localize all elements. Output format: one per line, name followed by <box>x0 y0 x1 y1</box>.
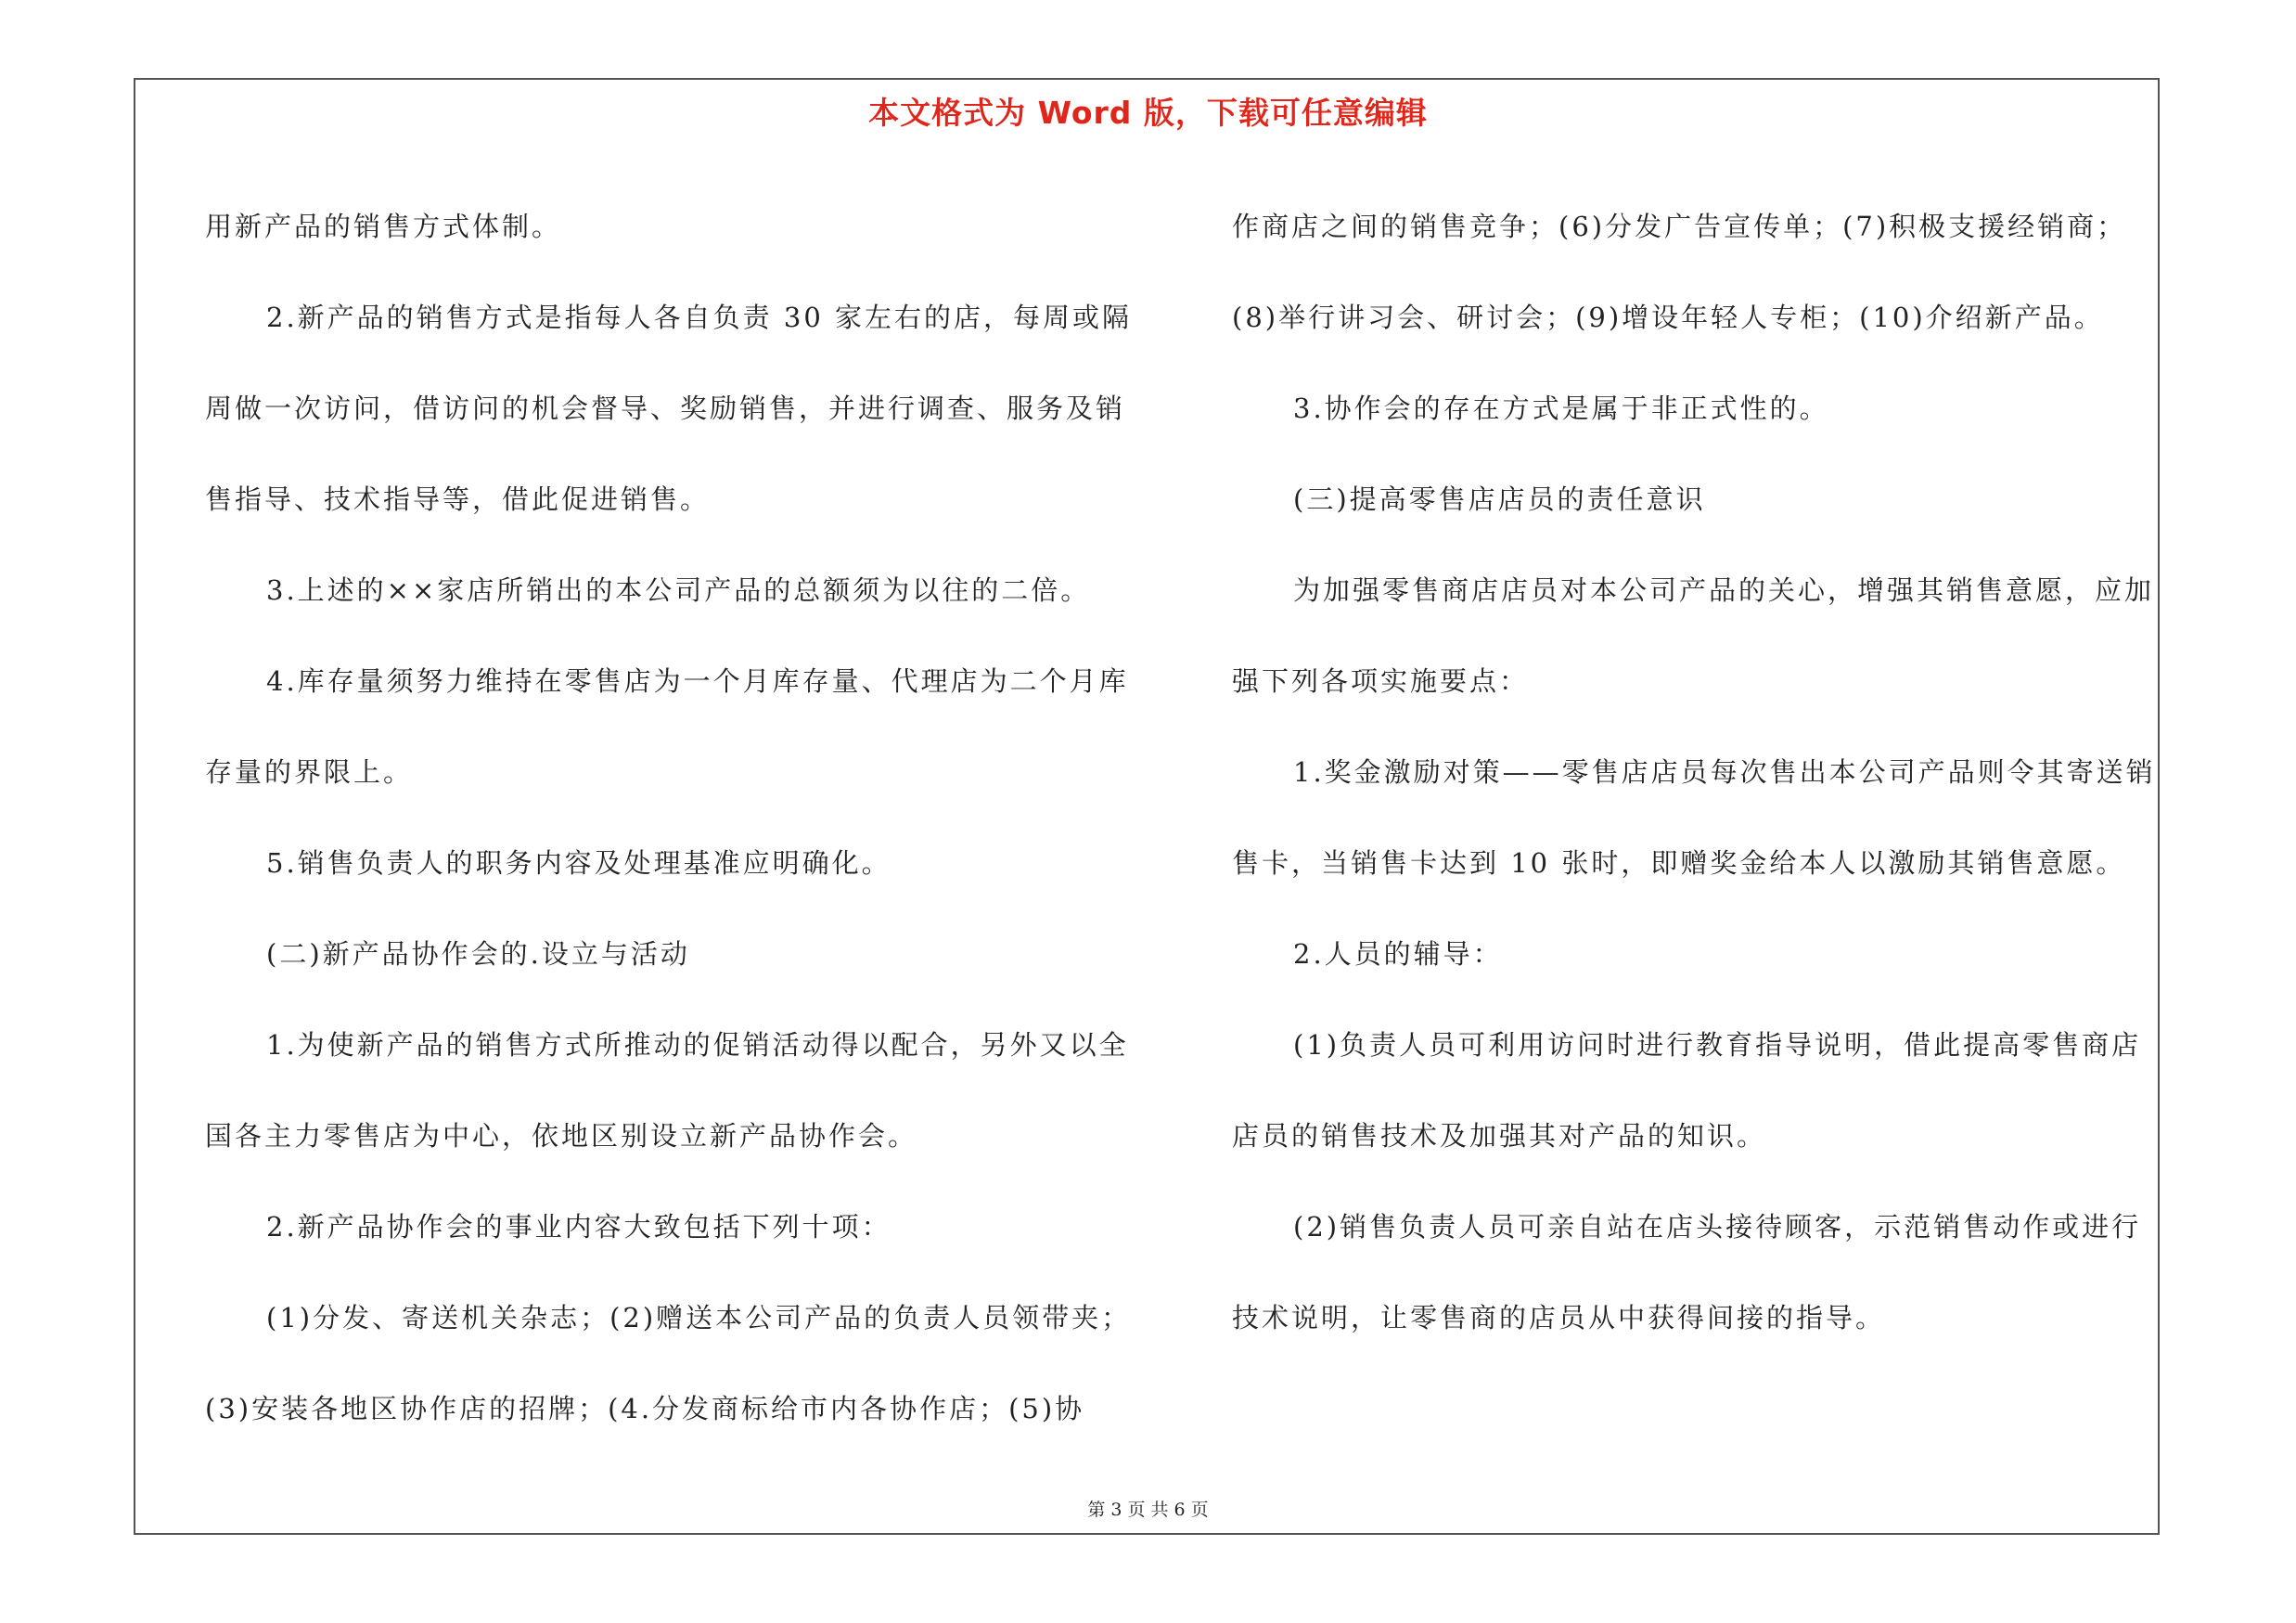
paragraph: 2.人员的辅导： <box>1293 938 1503 970</box>
right-column <box>1232 181 2169 1363</box>
paragraph: 1.奖金激励对策——零售店店员每次售出本公司产品则令其寄送销售卡，当销售卡达到 10 张时，即赠奖金给本人以激励其销售意愿。 <box>1232 756 2156 879</box>
section-heading: (三)提高零售店店员的责任意识 <box>1293 483 1706 515</box>
paragraph: 3.上述的××家店所销出的本公司产品的总额须为以往的二倍。 <box>266 574 1091 606</box>
paragraph: 2.新产品协作会的事业内容大致包括下列十项： <box>266 1211 891 1243</box>
paragraph: 5.销售负责人的职务内容及处理基准应明确化。 <box>266 847 891 879</box>
paragraph: 3.协作会的存在方式是属于非正式性的。 <box>1293 393 1829 424</box>
paragraph: 为加强零售商店店员对本公司产品的关心，增强其销售意愿，应加强下列各项实施要点： <box>1232 574 2155 697</box>
paragraph: 4.库存量须努力维持在零售店为一个月库存量、代理店为二个月库存量的界限上。 <box>205 665 1129 788</box>
paragraph: 用新产品的销售方式体制。 <box>205 211 562 242</box>
section-heading: (二)新产品协作会的.设立与活动 <box>266 938 690 970</box>
paragraph: (1)负责人员可利用访问时进行教育指导说明，借此提高零售商店店员的销售技术及加强其对产品的知识。 <box>1232 1029 2142 1152</box>
paragraph: (2)销售负责人员可亲自站在店头接待顾客，示范销售动作或进行技术说明，让零售商的店员从中获得间接的指导。 <box>1232 1211 2142 1333</box>
paragraph: (1)分发、寄送机关杂志；(2)赠送本公司产品的负责人员领带夹；(3)安装各地区协作店的招牌；(4.分发商标给市内各协作店；(5)协 <box>205 1302 1132 1424</box>
paragraph: 1.为使新产品的销售方式所推动的促销活动得以配合，另外又以全国各主力零售店为中心，依地区别设立新产品协作会。 <box>205 1029 1129 1152</box>
paragraph: 作商店之间的销售竞争；(6)分发广告宣传单；(7)积极支援经销商；(8)举行讲习会、研讨会；(9)增设年轻人专柜；(10)介绍新产品。 <box>1232 211 2127 333</box>
header-banner: 本文格式为 Word 版，下载可任意编辑 <box>868 95 1428 131</box>
paragraph: 2.新产品的销售方式是指每人各自负责 30 家左右的店，每周或隔周做一次访问，借访问的机会督导、奖励销售，并进行调查、服务及销售指导、技术指导等，借此促进销售。 <box>205 302 1133 515</box>
page-number: 第 3 页 共 6 页 <box>1087 1500 1209 1520</box>
left-column <box>205 181 1142 1454</box>
